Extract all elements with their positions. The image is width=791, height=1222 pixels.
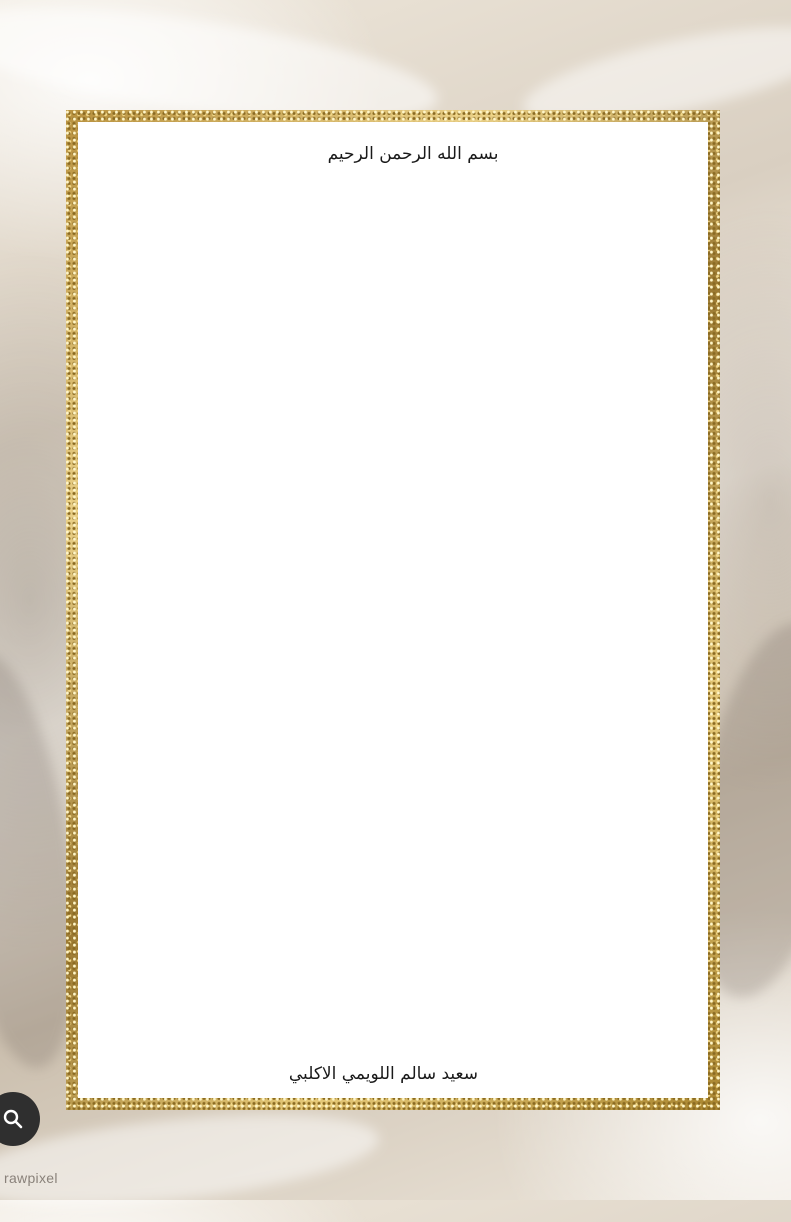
poem-title: بسم الله الرحمن الرحيم <box>327 144 499 164</box>
lens-badge[interactable] <box>0 1092 40 1146</box>
poem-signature: سعيد سالم اللويمي الاكلبي <box>288 1064 478 1084</box>
watermark-text: rawpixel <box>4 1170 58 1186</box>
lens-icon <box>0 1106 26 1132</box>
background-highlight <box>0 1098 383 1221</box>
poem-page <box>78 122 708 1098</box>
glitter-frame <box>66 110 720 1110</box>
